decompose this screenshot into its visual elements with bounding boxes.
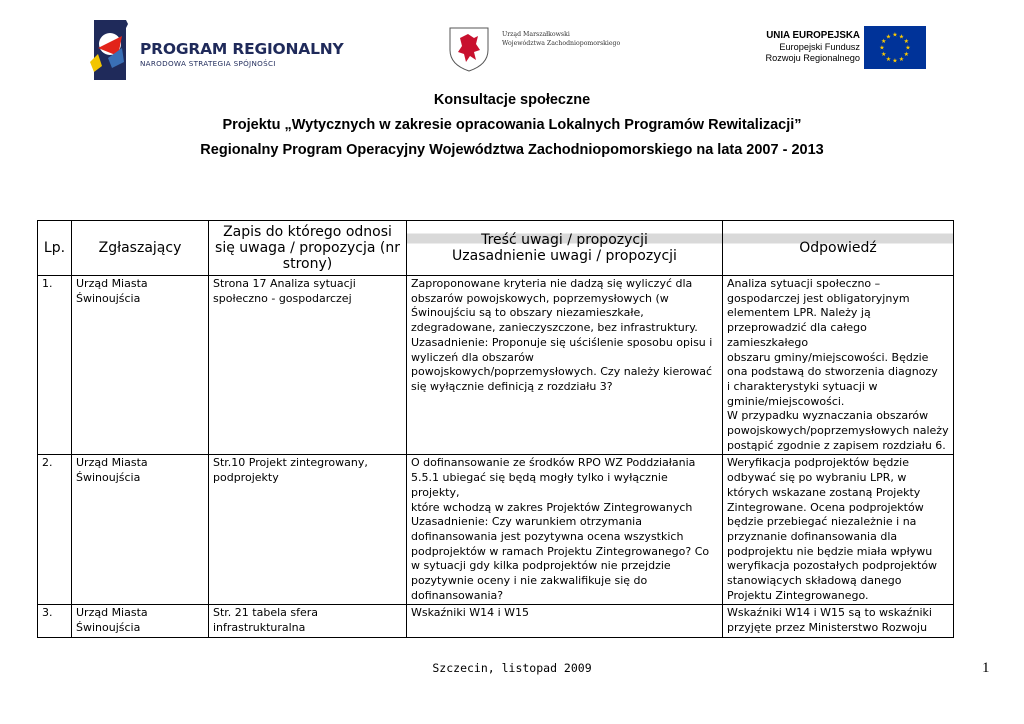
title-consultations: Konsultacje społeczne — [433, 92, 591, 108]
eu-star-icon: ★ — [898, 33, 905, 41]
title-project: Projektu „Wytycznych w zakresie opracowania Lokalnych Programów Rewitalizacji” — [222, 117, 802, 133]
program-logo-subtitle: NARODOWA STRATEGIA SPÓJNOŚCI — [140, 59, 276, 68]
row-lp: 3. — [38, 605, 72, 637]
row-zapis: Str.10 Projekt zintegrowany, podprojekty — [209, 455, 407, 605]
table-header-row — [38, 221, 954, 276]
consultation-table — [37, 220, 954, 638]
eu-flag-icon — [864, 26, 926, 69]
header-zglaszajacy: Zgłaszający — [72, 221, 209, 276]
eu-star-icon: ★ — [905, 44, 911, 52]
row-zglaszajacy: Urząd Miasta Świnoujścia — [72, 276, 209, 455]
title-program: Regionalny Program Operacyjny Województwa Zachodniopomorskiego na lata 2007 - 2013 — [200, 142, 824, 158]
eu-logo — [740, 26, 930, 70]
header-lp: Lp. — [38, 221, 72, 276]
row-lp: 1. — [38, 276, 72, 455]
row-odpowiedz: Analiza sytuacji społeczno – gospodarczej jest obligatoryjnym elementem LPR. Należy ją przeprowadzić dla całego zamieszkałego obszaru gminy/miejscowości. Będzie ona podstawą do stworzenia diagnozy i charakterystyki sytuacji w gminie/miejscowości. W przypadku wyznaczania obszarów powojskowych/poprzemysłowych należy postąpić zgodnie z zapisem rozdziału 6. — [723, 276, 954, 455]
row-tresc: O dofinansowanie ze środków RPO WZ Poddziałania 5.5.1 ubiegać się będą mogły tylko i wyłącznie projekty, które wchodzą w zakres Projektów Zintegrowanych Uzasadnienie: Czy warunkiem otrzymania dofinansowania jest pozytywna ocena wszystkich podprojektów w ramach Projektu Zintegrowanego? Co w sytuacji gdy kilka podprojektów nie przejdzie pozytywnie oceny i nie zakwalifikuje się do dofinansowania? — [407, 455, 723, 605]
eu-star-icon: ★ — [898, 55, 905, 63]
row-zapis: Strona 17 Analiza sytuacji społeczno - gospodarczej — [209, 276, 407, 455]
program-logo-title: PROGRAM REGIONALNY — [140, 40, 344, 58]
eu-star-icon: ★ — [903, 51, 909, 59]
eu-fund-line1: Europejski Fundusz — [779, 41, 860, 52]
program-regionalny-logo — [88, 18, 344, 82]
row-tresc: Wskaźniki W14 i W15 — [407, 605, 723, 637]
eu-star-icon: ★ — [892, 57, 898, 65]
marshal-office-logo — [448, 26, 648, 74]
table-row — [38, 605, 954, 637]
row-tresc: Zaproponowane kryteria nie dadzą się wyliczyć dla obszarów powojskowych, poprzemysłowych (w Świnoujściu są to obszary niezamieszkałe, zdegradowane, zanieczyszczone, bez infrastruktury. Uzasadnienie: Proponuje się uściślenie sposobu opisu i wyliczeń dla obszarów powojskowych/poprzemysłowych. Czy należy kierować się wyłącznie definicją z rozdziału 3? — [407, 276, 723, 455]
eu-fund-line2: Rozwoju Regionalnego — [765, 53, 860, 63]
eu-star-icon: ★ — [885, 33, 892, 41]
table-row — [38, 276, 954, 455]
row-zglaszajacy: Urząd Miasta Świnoujścia — [72, 605, 209, 637]
marshal-office-line1: Urząd Marszałkowski — [502, 31, 570, 38]
header-tresc: Treść uwagi / propozycji Uzasadnienie uwagi / propozycji — [407, 221, 723, 276]
eu-star-icon: ★ — [881, 51, 887, 59]
program-regionalny-emblem-icon — [88, 18, 136, 82]
page-number: 1 — [982, 660, 990, 676]
eu-star-icon: ★ — [885, 55, 892, 63]
eu-star-icon: ★ — [892, 31, 898, 39]
griffin-shield-icon — [448, 26, 490, 72]
table-row — [38, 455, 954, 605]
document-titles — [0, 91, 1024, 166]
eu-star-icon: ★ — [879, 44, 885, 52]
row-lp: 2. — [38, 455, 72, 605]
header-zapis: Zapis do którego odnosi się uwaga / propozycja (nr strony) — [209, 221, 407, 276]
footer-place-date: Szczecin, listopad 2009 — [432, 661, 592, 675]
eu-star-icon: ★ — [881, 38, 887, 46]
marshal-office-line2: Województwa Zachodniopomorskiego — [502, 40, 621, 47]
eu-title: UNIA EUROPEJSKA — [766, 30, 860, 41]
header-odpowiedz: Odpowiedź — [723, 221, 954, 276]
eu-star-icon: ★ — [903, 38, 909, 46]
row-odpowiedz: Weryfikacja podprojektów będzie odbywać się po wybraniu LPR, w których wskazane zostaną Projekty Zintegrowane. Ocena podprojektów będzie przebiegać niezależnie i na przyznanie dofinansowania dla podprojektu nie będzie miała wpływu weryfikacja pozostałych podprojektów stanowiących składową danego Projektu Zintegrowanego. — [723, 455, 954, 605]
row-odpowiedz: Wskaźniki W14 i W15 są to wskaźniki przyjęte przez Ministerstwo Rozwoju — [723, 605, 954, 637]
row-zapis: Str. 21 tabela sfera infrastrukturalna — [209, 605, 407, 637]
row-zglaszajacy: Urząd Miasta Świnoujścia — [72, 455, 209, 605]
